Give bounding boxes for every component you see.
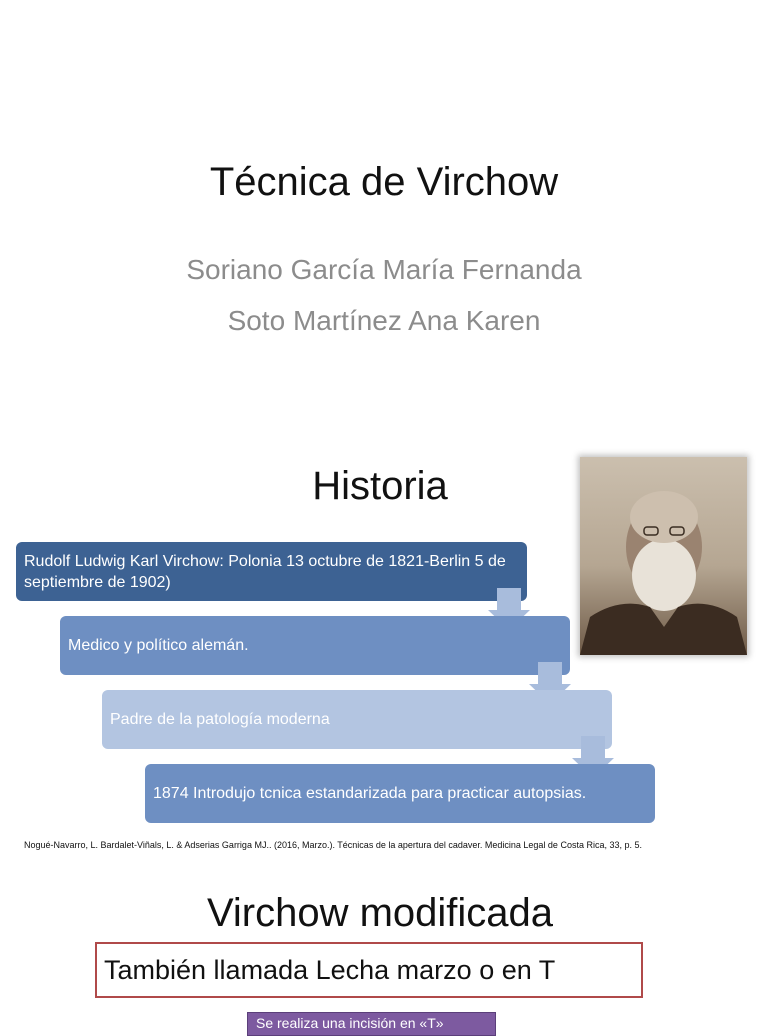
section-title: Virchow modificada [206,891,554,935]
highlight-text: También llamada Lecha marzo o en T [104,955,556,985]
history-step-text: 1874 Introdujo tcnica estandarizada para practicar autopsias. [153,785,587,802]
history-step-2 [60,616,570,675]
history-step-text: Rudolf Ludwig Karl Virchow: Polonia 13 octubre de 1821-Berlin 5 de septiembre de 1902) [24,552,506,591]
purple-callout [247,1012,496,1036]
author-name: Soto Martínez Ana Karen [227,305,541,336]
history-step-text: Padre de la patología moderna [110,711,330,728]
author-name: Soriano García María Fernanda [186,254,582,285]
section-title: Historia [312,464,448,508]
portrait-image [580,457,747,655]
portrait-photo [580,457,747,655]
history-step-3 [102,690,612,749]
citation-text: Nogué-Navarro, L. Bardalet-Viñals, L. & Adserias Garriga MJ.. (2016, Marzo.). Técnicas de la apertura del cadaver. Medicina Legal de Costa Rica, 33, p. 5. [24,840,642,850]
history-step-4 [145,764,655,823]
slide-title: Técnica de Virchow [209,160,559,204]
callout-text: Se realiza una incisión en «T» [256,1015,444,1031]
highlight-box [95,942,643,998]
history-step-text: Medico y político alemán. [68,637,249,654]
history-step-1 [16,542,527,601]
